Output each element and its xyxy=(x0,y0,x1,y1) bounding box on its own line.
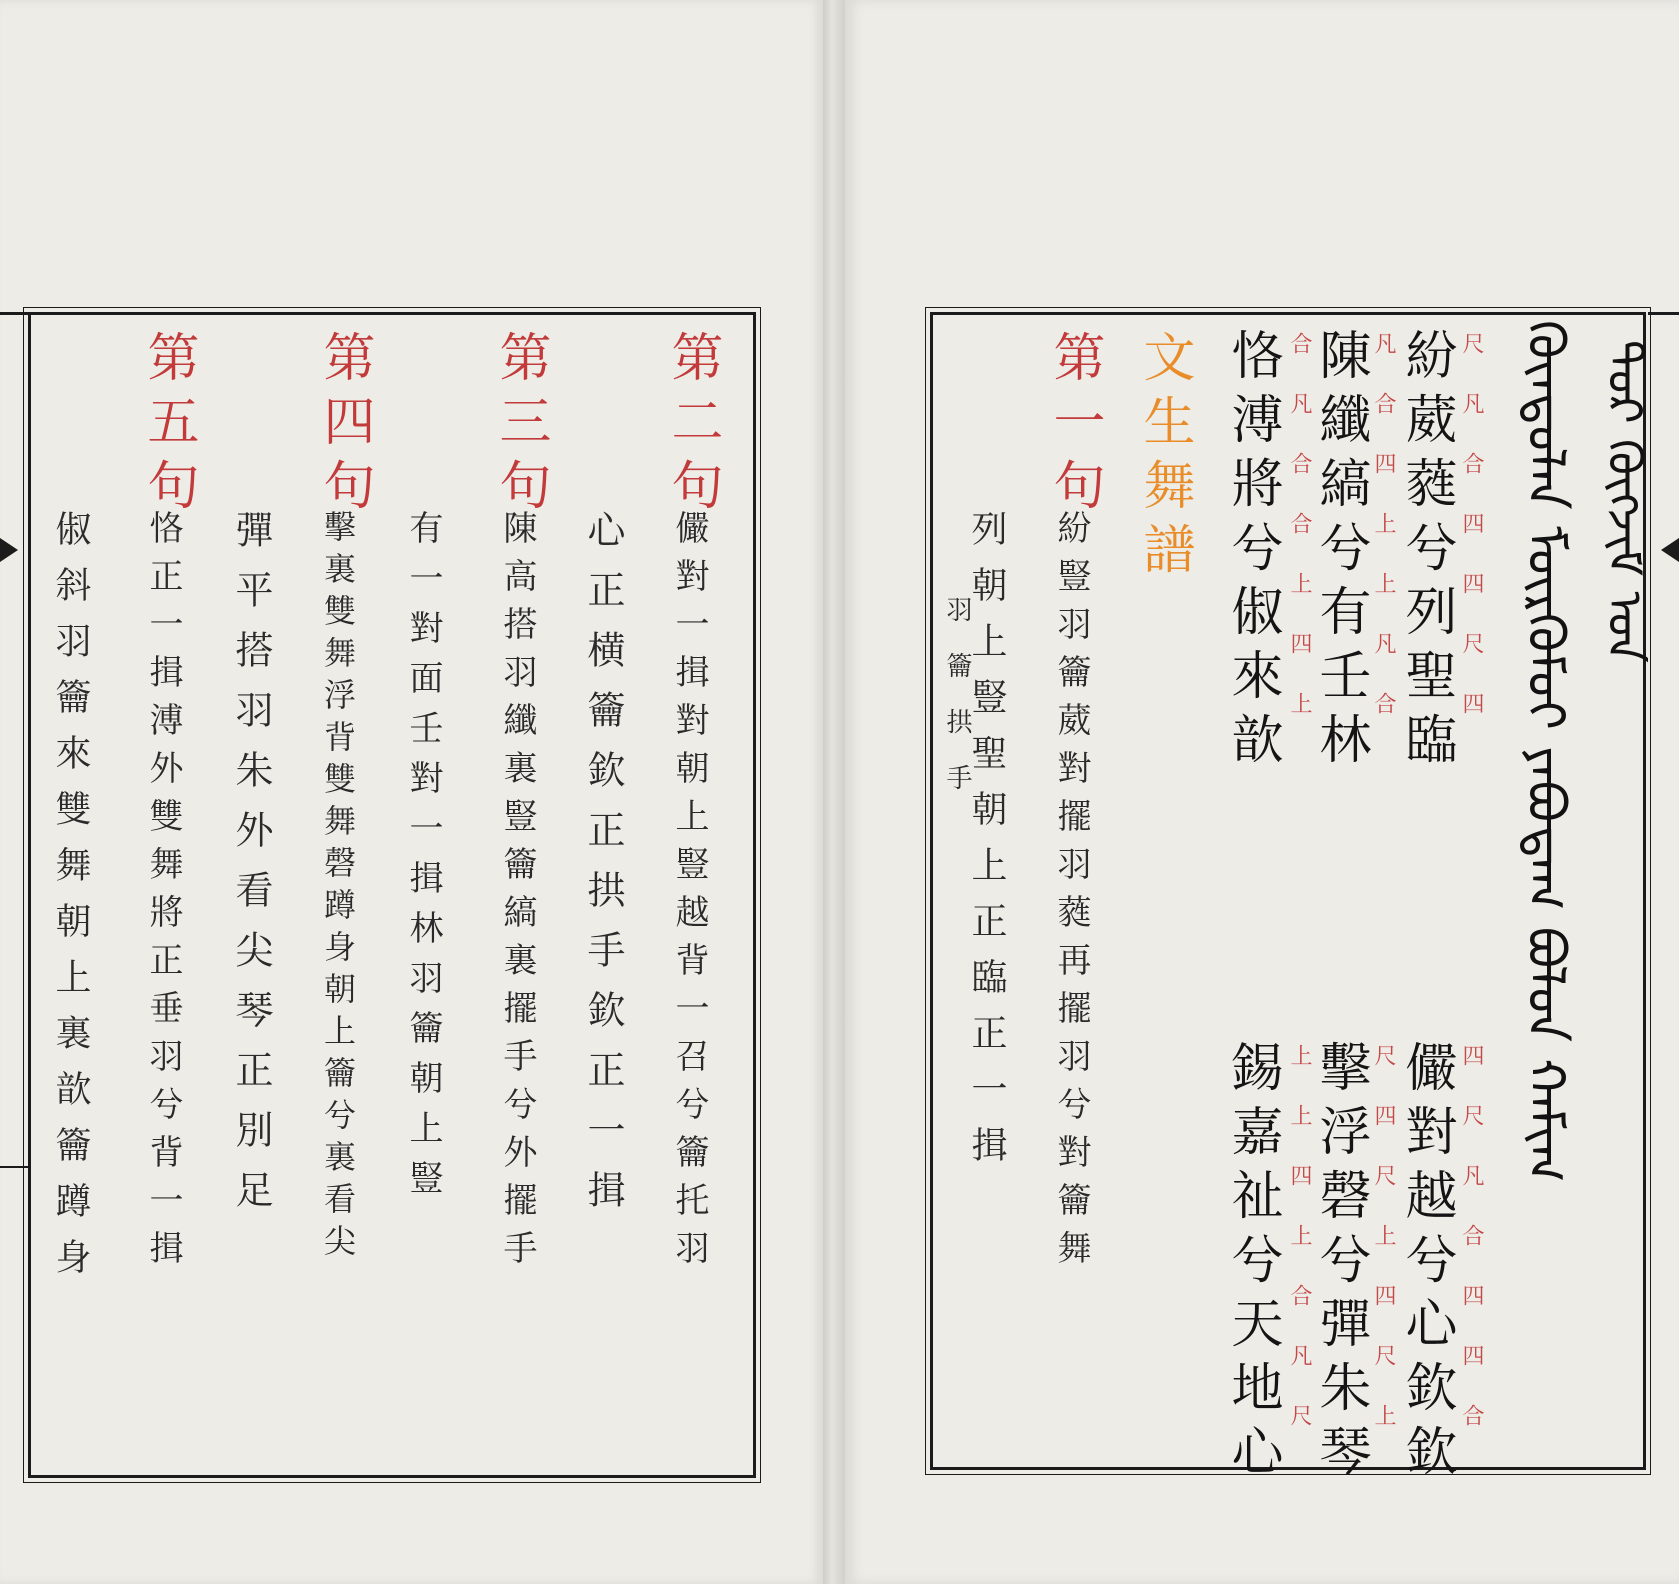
notation-upper-1: 尺凡合四四尺四 xyxy=(1459,332,1484,752)
sentence-2-heading: 第二句 xyxy=(662,330,722,522)
sentence-2-line-1: 儼對一揖對朝上豎越背一召兮籥托羽 xyxy=(669,510,709,1278)
left-fishtail-mark xyxy=(0,538,18,562)
sentence-4-line-1: 擊裏雙舞浮背雙舞磬蹲身朝上籥兮裏看尖 xyxy=(319,510,357,1266)
sentence-4-line-2: 彈平搭羽朱外看尖琴正別足 xyxy=(229,510,273,1230)
right-edge-rule xyxy=(1648,312,1679,315)
sentence-5-line-1: 恪正一揖溥外雙舞將正垂羽兮背一揖 xyxy=(143,510,183,1278)
book-gutter xyxy=(823,0,845,1584)
left-edge-rule-top xyxy=(0,312,28,315)
sentence-4-heading: 第四句 xyxy=(314,330,374,522)
mongolian-header: ᠲᠤᠷ ᠬᠦᠭᠵᠢᠮ ᠤᠨ xyxy=(1596,340,1652,663)
sentence-5-line-2: 俶斜羽籥來雙舞朝上裏歆籥蹲身 xyxy=(50,510,91,1294)
mongolian-verse: ᠬᠦᠨᠳᠦᠯᠡᠨ ᠮᠦᠷᠭᠦᠮᠦᠢ ᠶᠠᠪᠤᠳᠠᠭ ᠪᠣᠯᠤᠨ ᠬᠠᠮᠢᠭ xyxy=(1515,320,1575,1183)
sentence-3-line-2: 有一對面壬對一揖林羽籥朝上豎 xyxy=(403,510,443,1210)
lyrics-lower-3: 錫嘉祉兮天地心 xyxy=(1222,1040,1282,1488)
sentence-1-line-2: 列朝上豎聖朝上正臨正一揖 xyxy=(966,510,1007,1182)
left-edge-rule-bottom xyxy=(0,1166,28,1168)
lyrics-upper-1: 紛葳蕤兮列聖臨 xyxy=(1396,328,1456,776)
sentence-3-line-1: 陳高搭羽纖裏豎籥縞裏擺手兮外擺手 xyxy=(497,510,537,1278)
sentence-1-line-1: 紛豎羽籥葳對擺羽蕤再擺羽兮對籥舞 xyxy=(1051,510,1091,1278)
notation-lower-3: 上上四上合凡尺 xyxy=(1287,1044,1312,1464)
lyrics-lower-2: 擊浮磬兮彈朱琴 xyxy=(1310,1040,1370,1488)
lyrics-upper-3: 恪溥將兮俶來歆 xyxy=(1222,328,1282,776)
sentence-3-heading: 第三句 xyxy=(490,330,550,522)
notation-upper-3: 合凡合合上四上 xyxy=(1287,332,1312,752)
lyrics-lower-1: 儼對越兮心欽欽 xyxy=(1396,1040,1456,1488)
sentence-2-line-2: 心正横籥欽正拱手欽正一揖 xyxy=(581,510,625,1230)
sentence-1-line-3: 羽籥拱手 xyxy=(942,596,972,820)
sentence-5-heading: 第五句 xyxy=(138,330,198,522)
notation-lower-2: 尺四尺上四尺上 xyxy=(1371,1044,1396,1464)
sentence-1-heading: 第一句 xyxy=(1044,330,1104,522)
notation-lower-1: 四尺凡合四四合 xyxy=(1459,1044,1484,1464)
section-title: 文生舞譜 xyxy=(1134,330,1194,586)
lyrics-upper-2: 陳纖縞兮有壬林 xyxy=(1310,328,1370,776)
notation-upper-2: 凡合四上上凡合 xyxy=(1371,332,1396,752)
